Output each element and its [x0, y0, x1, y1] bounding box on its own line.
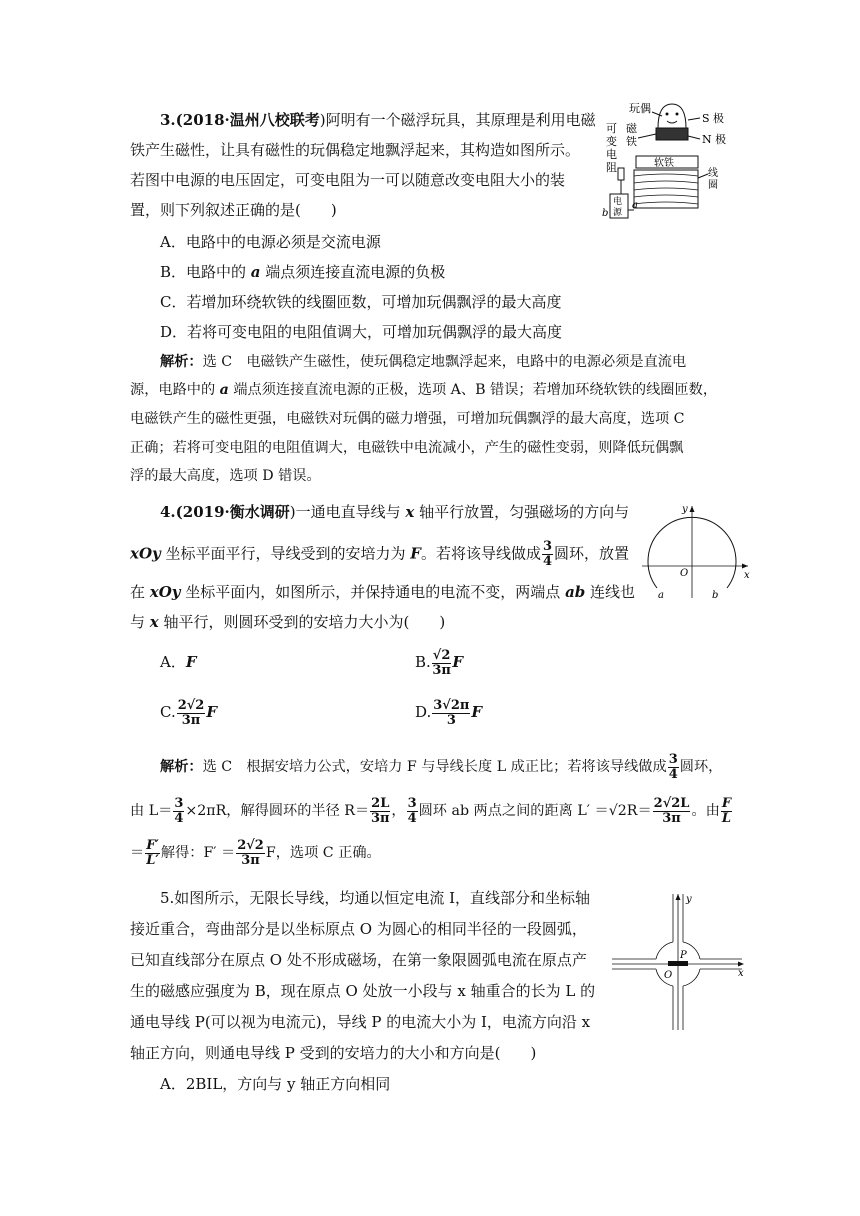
q4-solution-label: 解析： [160, 759, 203, 775]
q4-solution-frac-b [173, 797, 184, 826]
q4-option-c-fraction [177, 699, 206, 728]
q5-fig-p-label: P [680, 950, 687, 961]
q4-solution-frac-num: 3 [668, 751, 678, 767]
q3-fig-iron-label: 软铁 [654, 158, 674, 169]
q3-fig-varres-4: 阻 [606, 161, 617, 174]
q4-solution-line-1-end: 圆环， [679, 759, 723, 775]
q4-solution-frac-FL-den: L [721, 810, 732, 826]
q4-solution-line-2-e: 。由 [691, 803, 720, 819]
q3-stem-line-4: 置，则下列叙述正确的是( ) [130, 201, 337, 219]
q4-option-c-label: C. [160, 703, 176, 721]
q5-option-a: A．2BIL，方向与 y 轴正方向相同 [160, 1075, 391, 1093]
q4-stem-line-4-a: 与 [130, 613, 150, 631]
q4-fraction-num: 3 [542, 539, 552, 554]
q3-fig-power-1: 电 [613, 197, 623, 207]
q4-option-d-num: 3√2π [433, 697, 470, 713]
q4-option-d-label: D. [415, 703, 432, 721]
q5-fig-origin-label: O [664, 970, 673, 981]
q4-option-b-num: √2 [432, 647, 451, 663]
q3-fig-magnet-label-2: 铁 [626, 135, 637, 148]
q4-option-d-F: F [471, 703, 483, 721]
q4-option-d-den: 3 [446, 712, 456, 728]
q4-solution-line-2 [130, 796, 733, 826]
q5-stem-line-6: 轴正方向，则通电导线 P 受到的安培力的大小和方向是( ) [130, 1044, 537, 1062]
q3-solution-line-3: 电磁铁产生的磁性更强，电磁铁对玩偶的磁力增强，可增加玩偶飘浮的最大高度，选项 C [130, 411, 685, 427]
q4-solution-line-3 [130, 838, 381, 868]
q4-solution-frac-2L-num: 2L [371, 795, 390, 811]
q4-number: 4.(2019· [160, 503, 230, 521]
q5-stem-line-2: 接近重合，弯曲部分是以坐标原点 O 为圆心的相同半径的一段圆弧， [130, 920, 587, 938]
q4-option-c-num: 2√2 [177, 697, 205, 713]
q4-var-ab: ab [565, 583, 586, 601]
q3-option-b-var: a [250, 263, 261, 281]
q3-option-b [160, 262, 445, 282]
q4-solution-frac-2L [370, 797, 390, 826]
q4-solution-line-3-b: 解得：F′ ＝ [160, 845, 236, 861]
q3-solution-line-5: 浮的最大高度，选项 D 错误。 [130, 468, 321, 484]
q4-option-c [160, 698, 217, 728]
q4-stem-line-2 [130, 540, 629, 569]
q4-solution-line-2-d: 圆环 ab 两点之间的距离 L′ ＝√2R＝ [418, 803, 652, 819]
q4-stem-line-2-b: 。若将该导线做成 [420, 544, 541, 563]
q4-solution-line-2-b: ×2πR，解得圆环的半径 R＝ [185, 803, 370, 819]
q4-solution-frac-22L [653, 797, 691, 826]
q4-solution-frac-FpLp [145, 839, 160, 868]
q4-solution-frac-22L-num: 2√2L [653, 795, 690, 811]
q4-var-xoy: xOy [130, 544, 161, 563]
q3-option-d: D．若将可变电阻的电阻值调大，可增加玩偶飘浮的最大高度 [160, 323, 563, 341]
q4-option-a-value: F [185, 653, 197, 671]
q4-figure-three-quarter-ring [636, 500, 756, 600]
q4-solution-line-2-a: 由 L＝ [130, 803, 173, 819]
q4-stem-line-3 [130, 582, 635, 602]
q4-solution-frac-b-den: 4 [174, 810, 184, 826]
q3-solution-line-4: 正确；若将可变电阻的电阻值调大，电磁铁中电流减小，产生的磁性变弱，则降低玩偶飘 [130, 440, 684, 456]
q3-stem-line-2: 铁产生磁性，让具有磁性的玩偶稳定地飘浮起来，其构造如图所示。 [130, 141, 581, 159]
q3-fig-varres-1: 可 [606, 122, 617, 135]
q4-solution-frac-den: 4 [668, 766, 678, 782]
q5-fig-x-label: x [738, 968, 744, 979]
q4-solution-frac-FpLp-num: F′ [146, 837, 159, 853]
q4-var-x: x [405, 503, 415, 521]
q3-fig-s-pole: S 极 [702, 112, 725, 125]
q4-solution-line-3-a: ＝ [130, 845, 145, 861]
q3-fig-toy-label: 玩偶 [629, 102, 651, 115]
q4-fig-origin-label: O [680, 568, 689, 579]
q3-fig-n-pole: N 极 [702, 133, 727, 146]
q4-option-a [160, 652, 197, 672]
q4-option-a-label: A． [160, 653, 186, 671]
q4-fig-b-label: b [712, 590, 719, 600]
q4-solution-frac-22 [236, 839, 265, 868]
q3-solution-text: 选 C 电磁铁产生磁性，使玩偶稳定地飘浮起来，电路中的电源必须是直流电 [202, 354, 687, 370]
q4-option-d-fraction [432, 699, 470, 728]
q4-fig-x-label: x [744, 570, 750, 581]
q4-stem-text-a: )一通电直导线与 [289, 503, 406, 521]
q4-fraction-3-4 [542, 540, 553, 569]
q4-solution-frac-22L-den: 3π [662, 810, 681, 826]
q4-fig-a-label: a [658, 590, 664, 600]
q4-stem-line-2-c: 圆环，放置 [554, 544, 630, 563]
q3-fig-coil-1: 线 [708, 168, 718, 179]
q3-option-b-text: B．电路中的 [160, 263, 251, 281]
q4-stem-text-b: 轴平行放置，匀强磁场的方向与 [414, 503, 630, 521]
q5-stem-line-4: 生的磁感应强度为 B，现在原点 O 处放一小段与 x 轴重合的长为 L 的 [130, 982, 596, 1000]
q4-stem-line-4 [130, 612, 445, 632]
q5-stem-line-1: 5.如图所示，无限长导线，均通以恒定电流 I，直线部分和坐标轴 [160, 889, 591, 907]
q4-solution-frac-c-num: 3 [407, 795, 417, 811]
q4-fraction-den: 4 [542, 554, 552, 569]
q4-stem-line-4-b: 轴平行，则圆环受到的安培力大小为( ) [158, 613, 446, 631]
q4-var-xoy-2: xOy [149, 583, 181, 601]
q3-figure-maglev-toy [596, 98, 736, 228]
q3-solution-var: a [219, 382, 229, 398]
q3-solution-line-1 [160, 352, 686, 372]
q4-solution-text: 选 C 根据安培力公式，安培力 F 与导线长度 L 成正比；若将该导线做成 [202, 759, 667, 775]
q4-solution-line-3-c: F，选项 C 正确。 [265, 845, 381, 861]
q3-stem-line-1 [160, 110, 596, 130]
q4-solution-frac-FL-num: F [721, 795, 732, 811]
q3-fig-coil-2: 圈 [708, 180, 718, 191]
q4-solution-line-1 [160, 752, 722, 782]
q3-fig-b: b [602, 208, 609, 219]
q4-solution-frac-22-den: 3π [241, 852, 260, 868]
q4-option-c-den: 3π [181, 712, 201, 728]
q4-option-b-label: B. [415, 653, 431, 671]
q4-solution-frac-c-den: 4 [407, 810, 417, 826]
q4-option-b-F: F [452, 653, 464, 671]
q4-solution-line-2-c: ， [391, 803, 406, 819]
q4-solution-frac-FL [721, 797, 732, 826]
q3-fig-varres-3: 电 [606, 148, 617, 161]
q4-option-d [415, 698, 482, 728]
q3-fig-power-2: 源 [613, 208, 623, 218]
q4-stem-line-1 [160, 502, 629, 522]
q4-solution-frac-b-num: 3 [174, 795, 184, 811]
q3-option-b-text-2: 端点须连接直流电源的负极 [260, 263, 446, 281]
q5-fig-y-label: y [686, 894, 692, 905]
q3-stem-text: )阿明有一个磁浮玩具，其原理是利用电磁 [319, 111, 596, 129]
q3-solution-line-2-b: 端点须连接直流电源的正极，选项 A、B 错误；若增加环绕软铁的线圈匝数， [228, 382, 718, 398]
q3-option-c: C．若增加环绕软铁的线圈匝数，可增加玩偶飘浮的最大高度 [160, 293, 562, 311]
q3-stem-line-3: 若图中电源的电压固定，可变电阻为一可以随意改变电阻大小的装 [130, 171, 566, 189]
q3-fig-a: a [632, 200, 638, 211]
q3-number: 3.(2018· [160, 111, 230, 129]
q4-source: 衡水调研 [229, 503, 290, 521]
q4-stem-line-3-a: 在 [130, 583, 150, 601]
q4-fig-y-label: y [682, 504, 688, 515]
q4-option-b [415, 648, 463, 678]
q4-solution-fraction-3-4 [668, 753, 679, 782]
q5-stem-line-5: 通电导线 P(可以视为电流元)，导线 P 的电流大小为 I，电流方向沿 x [130, 1013, 591, 1031]
q4-option-b-fraction [432, 649, 452, 678]
q5-figure-wire-arcs [610, 892, 750, 1032]
q3-source: 温州八校联考 [229, 111, 320, 129]
q4-stem-line-3-b: 坐标平面内，如图所示，并保持通电的电流不变，两端点 [180, 583, 566, 601]
q4-var-F: F [410, 544, 421, 563]
q4-var-x-2: x [149, 613, 159, 631]
q4-option-b-den: 3π [432, 662, 451, 678]
q3-solution-line-2-a: 源，电路中的 [130, 382, 220, 398]
q5-stem-line-3: 已知直线部分在原点 O 处不形成磁场，在第一象限圆弧电流在原点产 [130, 951, 587, 969]
q3-fig-magnet-label-1: 磁 [626, 122, 637, 135]
q3-solution-line-2 [130, 380, 717, 400]
q4-solution-frac-c [407, 797, 418, 826]
q3-option-a: A．电路中的电源必须是交流电源 [160, 233, 381, 251]
q4-solution-frac-2L-den: 3π [370, 810, 390, 826]
q3-fig-varres-2: 变 [606, 135, 617, 148]
q4-stem-line-2-a: 坐标平面平行，导线受到的安培力为 [160, 544, 411, 563]
q4-solution-frac-22-num: 2√2 [237, 837, 264, 853]
q3-solution-label: 解析： [160, 354, 203, 370]
q4-stem-line-3-c: 连线也 [585, 583, 636, 601]
q4-option-c-F: F [206, 703, 218, 721]
q4-solution-frac-FpLp-den: L′ [146, 852, 159, 868]
